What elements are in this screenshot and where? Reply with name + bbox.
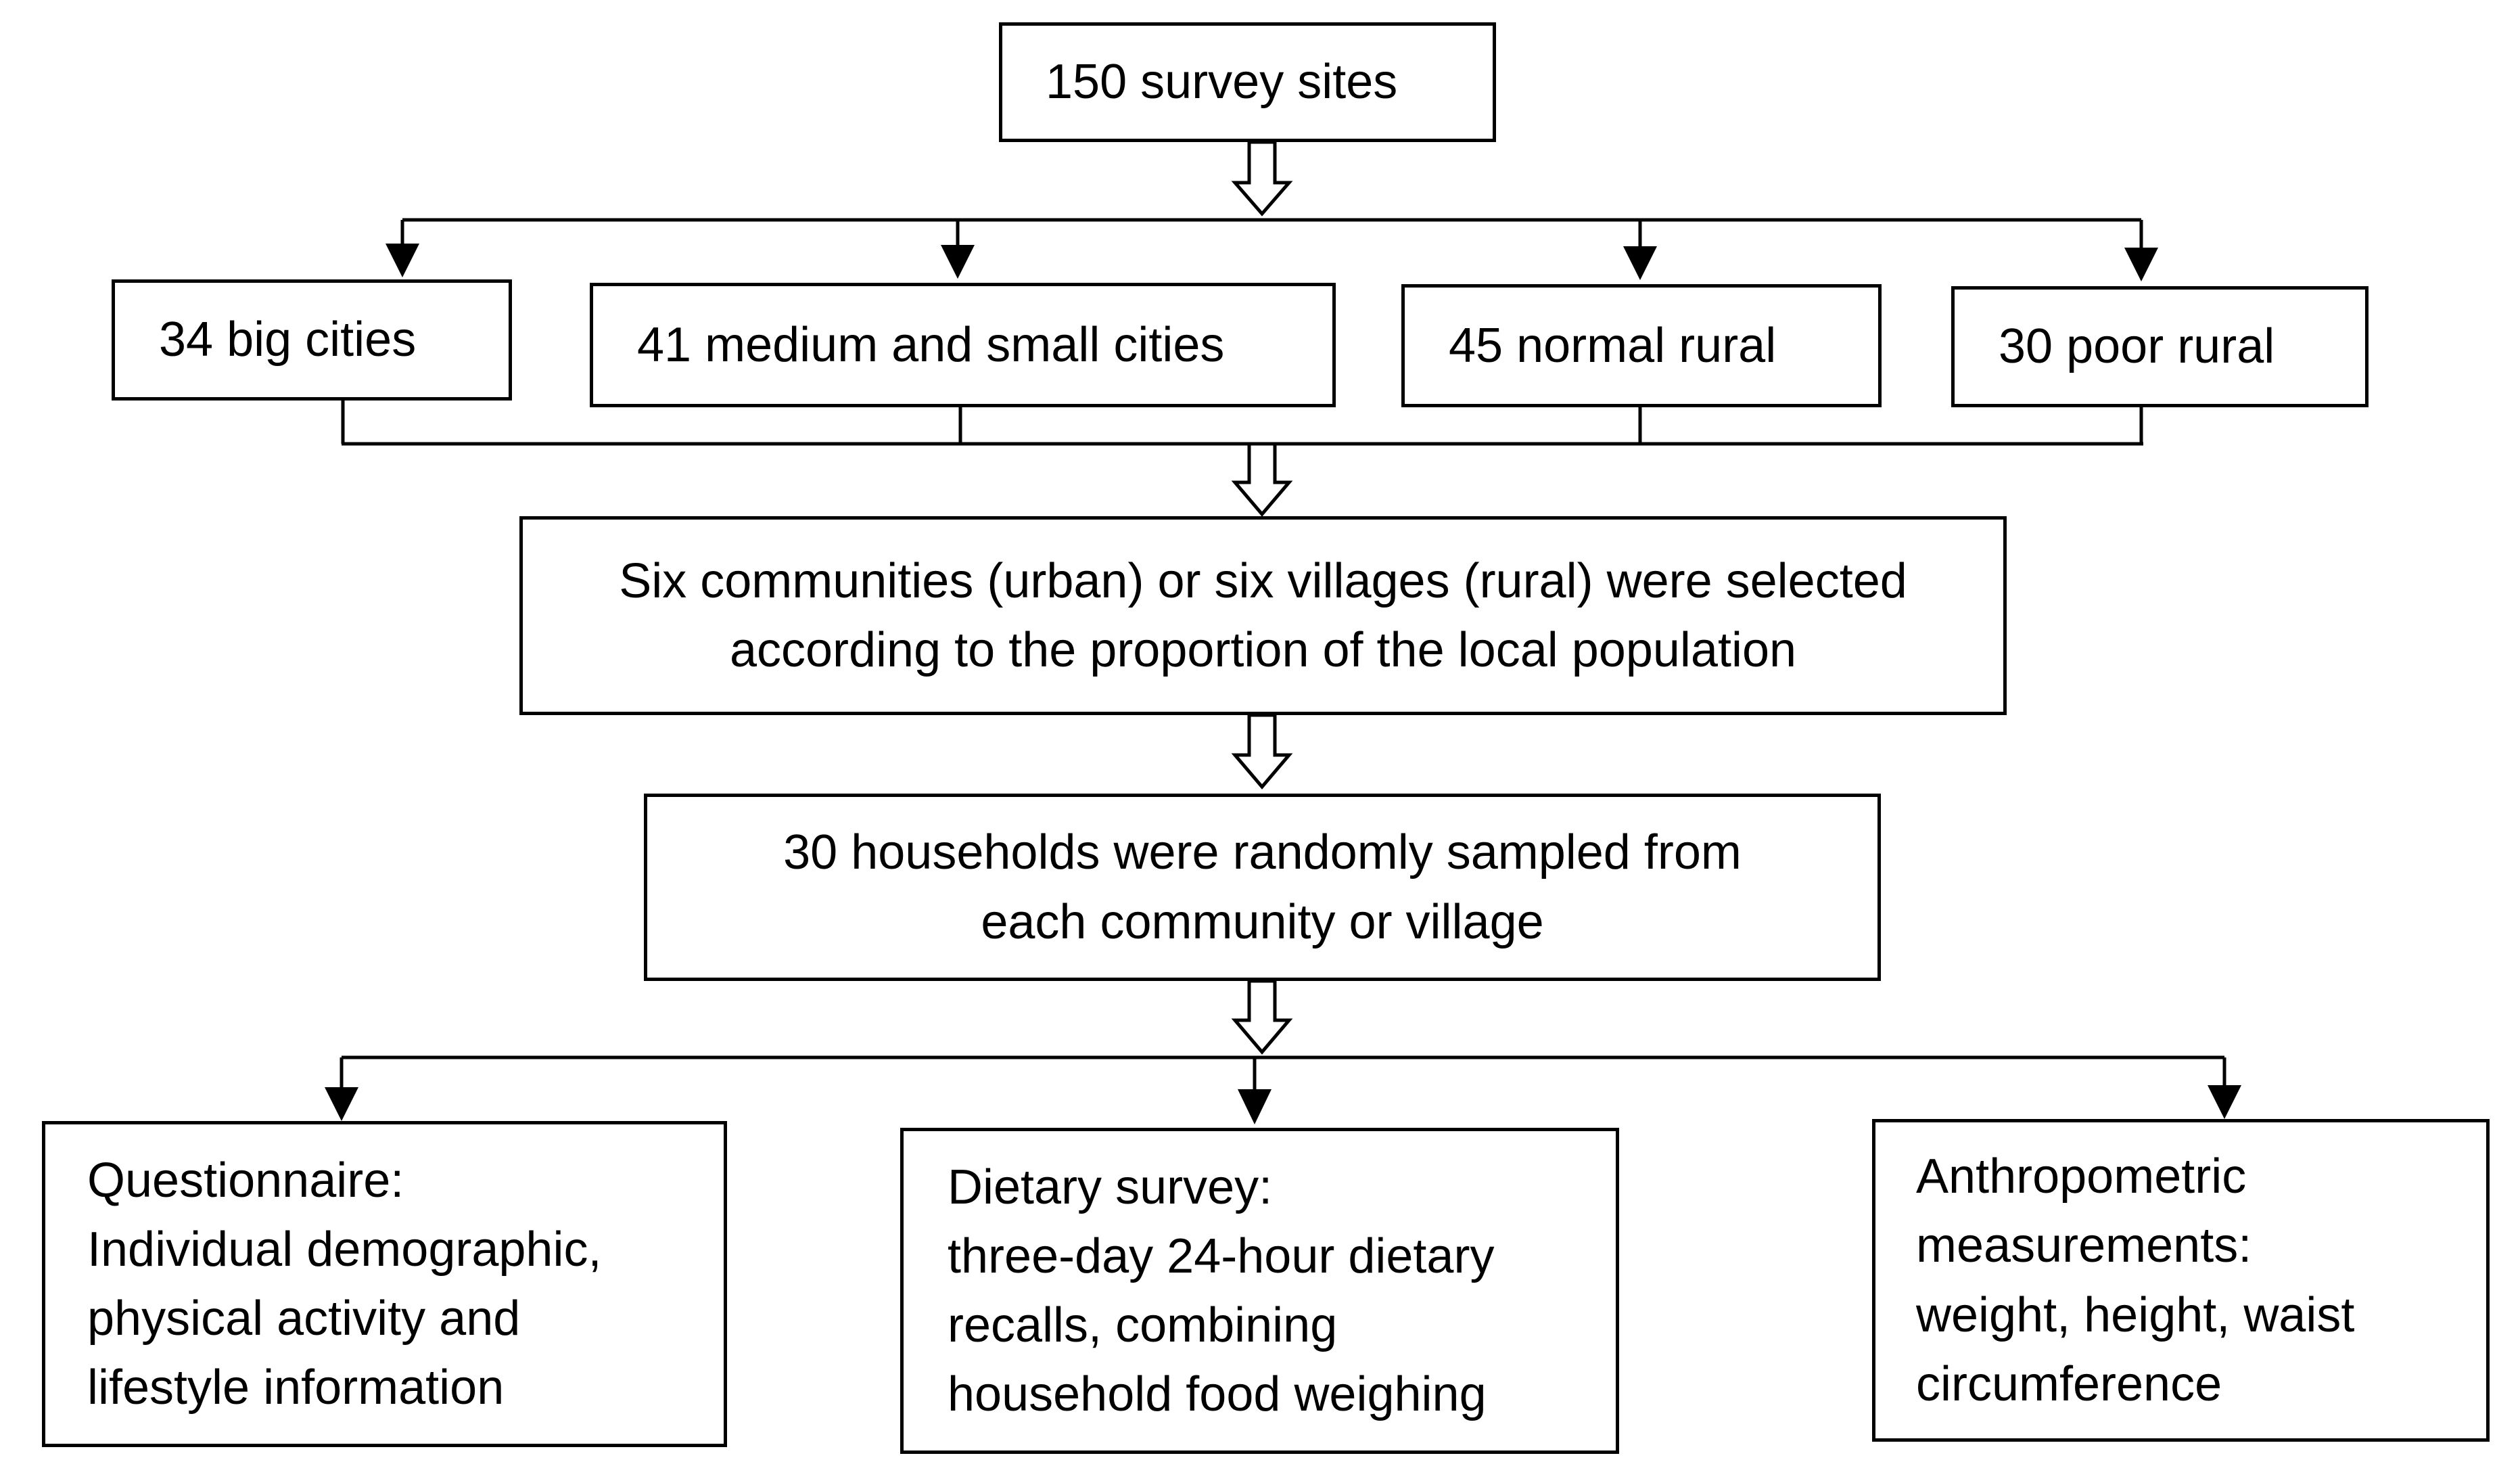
arrowhead-dietary — [1238, 1089, 1271, 1124]
household-step-line: each community or village — [981, 894, 1544, 949]
hollow-arrow-merge — [1235, 444, 1289, 514]
site-type-medium-cities — [590, 283, 1336, 407]
community-step-line: Six communities (urban) or six villages (rural) were selected — [619, 553, 1907, 608]
site-type-label: 41 medium and small cities — [637, 317, 1225, 372]
arrowhead-poor-rural — [2124, 248, 2158, 281]
site-type-label: 30 poor rural — [1999, 319, 2275, 374]
outcome-line: circumference — [1916, 1356, 2222, 1411]
arrowhead-anthropometric — [2208, 1085, 2241, 1119]
outcome-line: physical activity and — [87, 1292, 521, 1346]
community-step-line: according to the proportion of the local population — [729, 623, 1797, 677]
hollow-arrow-household — [1235, 981, 1289, 1052]
community-step-box — [519, 516, 2007, 715]
arrowhead-questionnaire — [325, 1087, 358, 1121]
outcome-line: recalls, combining — [948, 1298, 1338, 1352]
arrowhead-medium-cities — [941, 245, 975, 279]
outcome-line: household food weighing — [948, 1367, 1487, 1422]
outcome-line: Questionnaire: — [87, 1153, 404, 1208]
outcome-line: Dietary survey: — [948, 1160, 1273, 1214]
site-type-normal-rural — [1401, 284, 1882, 407]
site-type-big-cities — [112, 279, 512, 401]
site-type-label: 45 normal rural — [1449, 318, 1777, 373]
site-type-label: 34 big cities — [159, 313, 417, 367]
survey-sites-box — [999, 22, 1496, 142]
household-step-line: 30 households were randomly sampled from — [783, 825, 1742, 880]
arrowhead-big-cities — [386, 244, 419, 277]
outcome-line: measurements: — [1916, 1218, 2252, 1273]
outcome-line: Anthropometric — [1916, 1149, 2247, 1204]
outcome-line: Individual demographic, — [87, 1222, 602, 1277]
arrowhead-normal-rural — [1623, 246, 1657, 280]
outcome-line: lifestyle information — [87, 1361, 505, 1415]
outcome-anthropometric-box — [1872, 1119, 2490, 1442]
outcome-line: three-day 24-hour dietary — [948, 1229, 1495, 1283]
site-type-poor-rural — [1951, 286, 2369, 407]
hollow-arrow-top — [1235, 142, 1289, 214]
household-step-box — [644, 794, 1881, 981]
survey-sites-label: 150 survey sites — [1046, 55, 1398, 110]
hollow-arrow-community — [1235, 715, 1289, 787]
outcome-dietary-box — [900, 1128, 1619, 1454]
outcome-line: weight, height, waist — [1916, 1287, 2355, 1342]
outcome-questionnaire-box — [42, 1121, 727, 1447]
